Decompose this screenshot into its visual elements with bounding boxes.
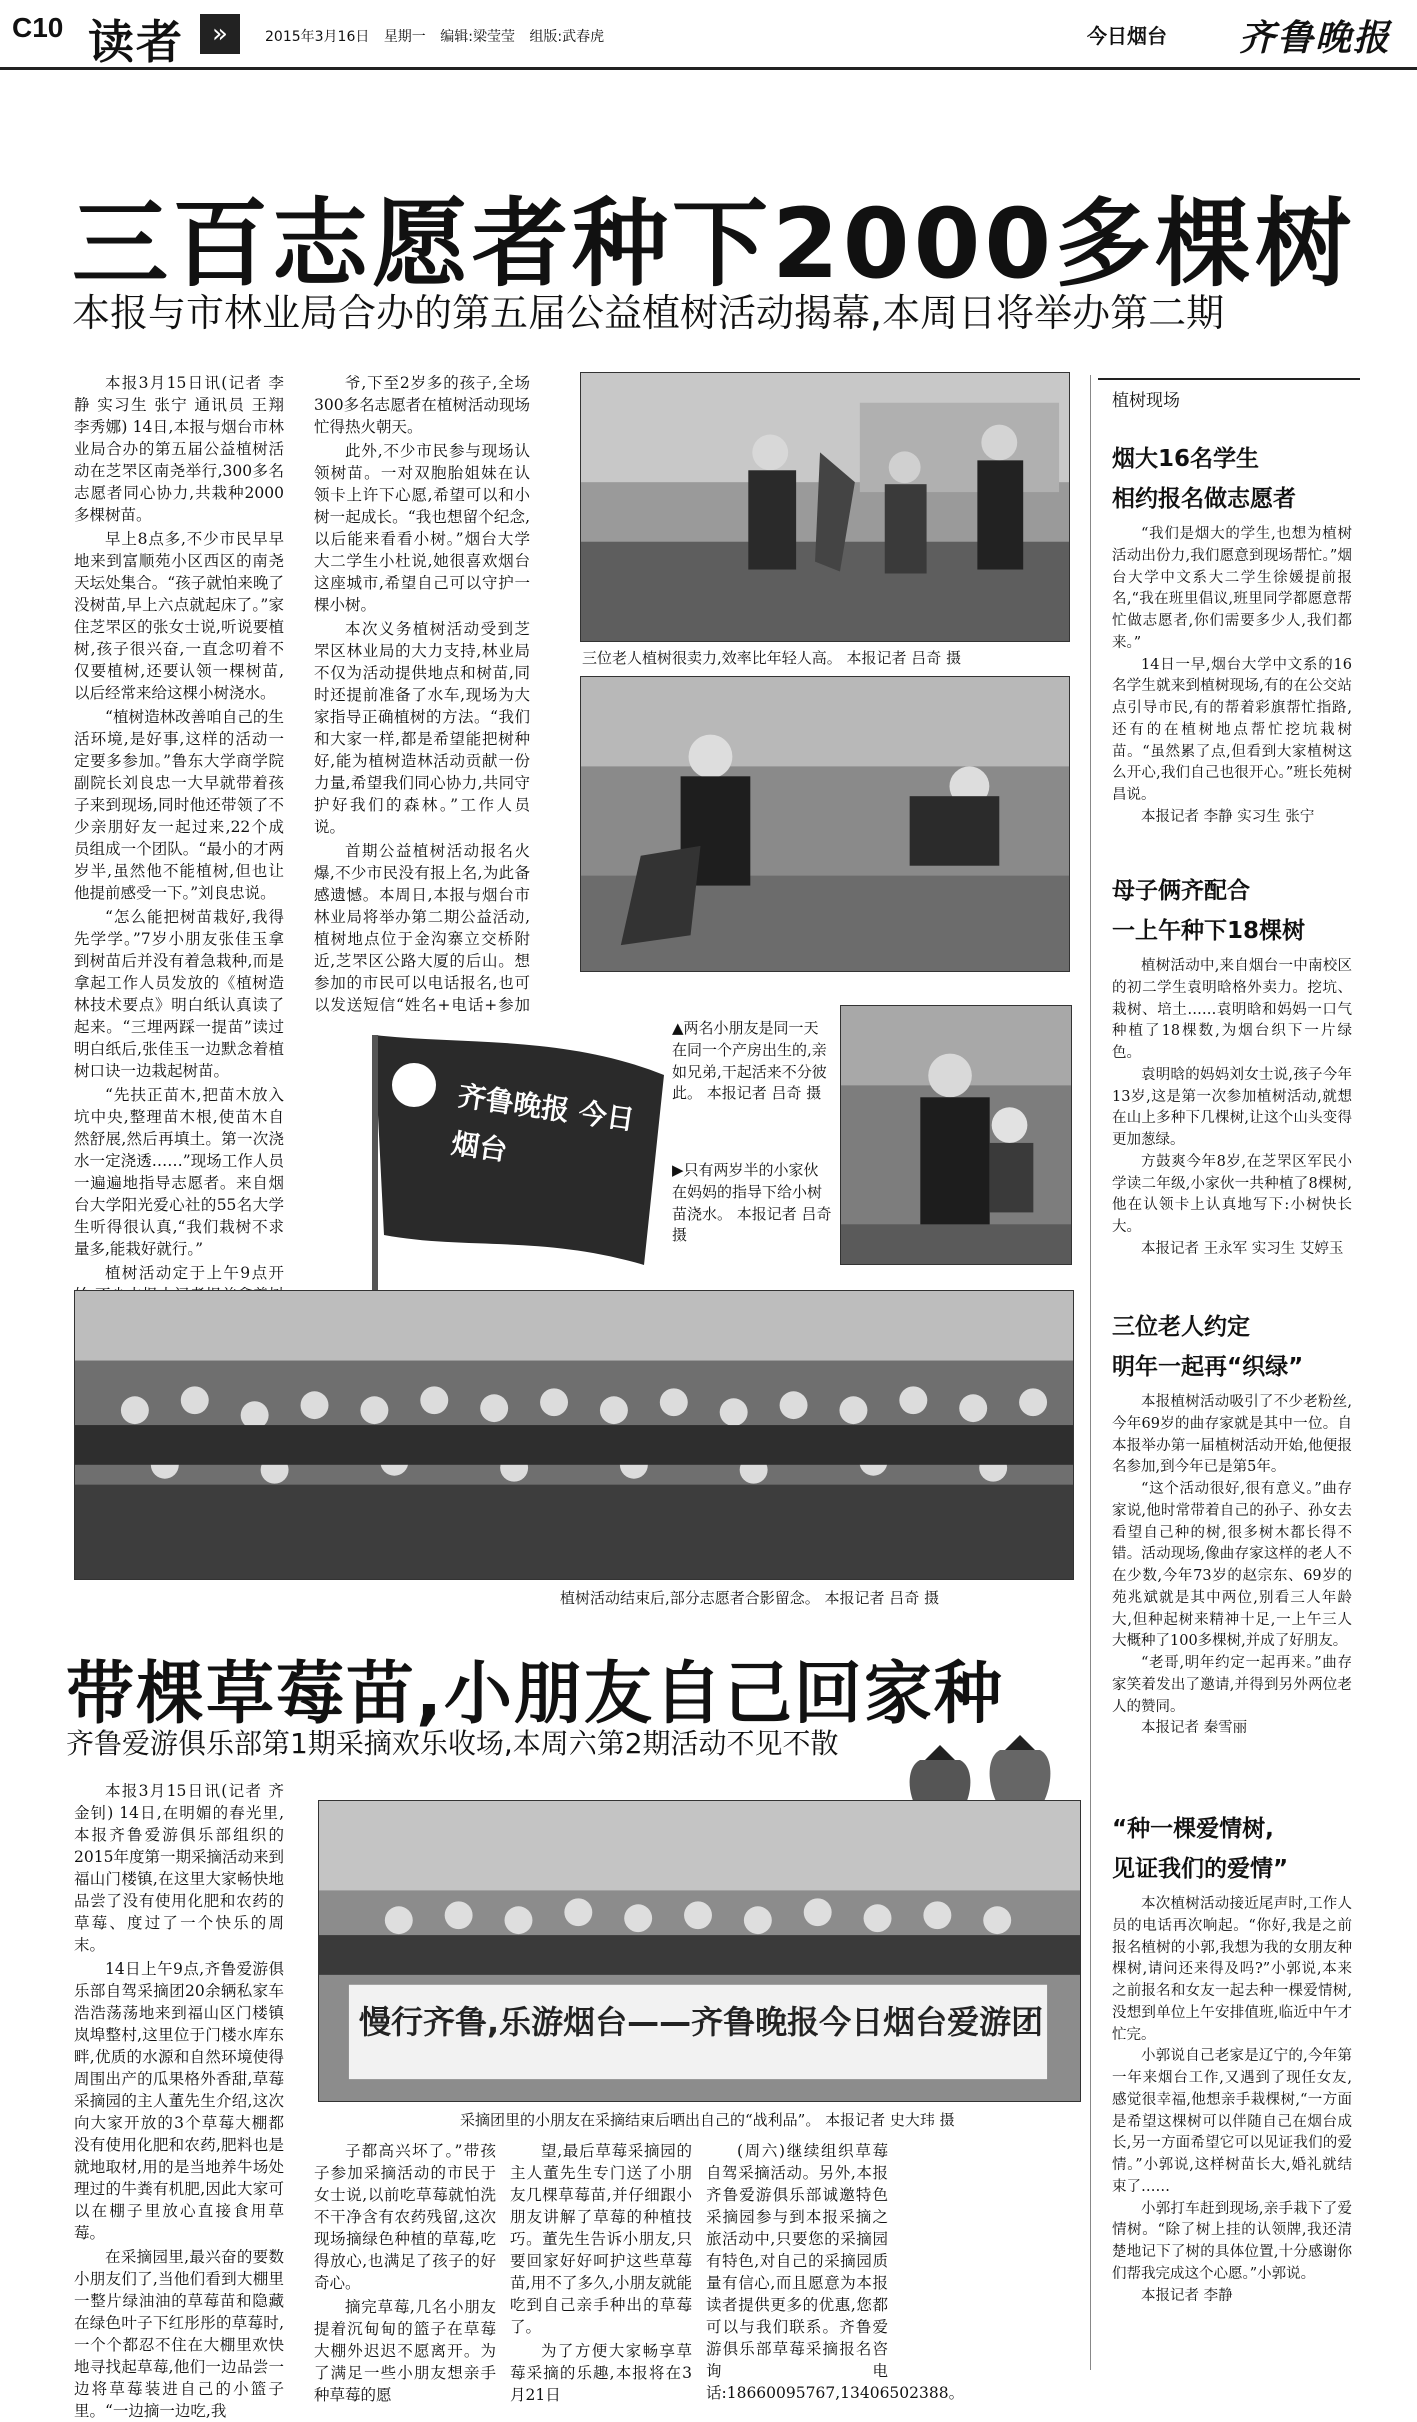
column-divider: [1090, 375, 1091, 2370]
sidebar-item-title: 烟大16名学生: [1112, 446, 1260, 472]
paragraph: 14日上午9点,齐鲁爱游俱乐部自驾采摘团20余辆私家车浩浩荡荡地来到福山区门楼镇岚埠整村,这里位于门楼水库东畔,优质的水源和自然环境使得周围出产的瓜果格外香甜,草莓采摘园的主人董先生介绍,这次向大家开放的3个草莓大棚都没有使用化肥和农药,肥料也是就地取材,用的是当地养牛场处理过的牛粪有机肥,因此大家可以在棚子里放心直接食用草莓。: [74, 1960, 284, 2242]
photo-elderly-planters: [580, 372, 1070, 642]
sidebar-item-title: “种一棵爱情树,: [1112, 1816, 1274, 1842]
paragraph: 摘完草莓,几名小朋友提着沉甸甸的篮子在草莓大棚外迟迟不愿离开。为了满足一些小朋友想亲手种草莓的愿: [314, 2298, 496, 2404]
flag-text: 齐鲁晚报 今日烟台: [449, 1079, 637, 1167]
page-number: C10: [12, 12, 64, 43]
story1-column-1: [74, 372, 284, 1332]
byline: 本报记者 李静 实习生 张宁: [1141, 808, 1315, 825]
paragraph: 爷,下至2岁多的孩子,全场300多名志愿者在植树活动现场忙得热火朝天。: [314, 374, 530, 436]
photo-caption: 植树活动结束后,部分志愿者合影留念。 本报记者 吕奇 摄: [560, 1589, 940, 1607]
story2-column-4: [706, 2140, 965, 2402]
masthead-logo: 齐鲁晚报: [1238, 17, 1391, 59]
sidebar-item-body: [1112, 956, 1352, 1276]
byline: 本报记者 秦雪丽: [1141, 1720, 1248, 1737]
paragraph: (周六)继续组织草莓自驾采摘活动。另外,本报齐鲁爱游俱乐部诚邀特色采摘园参与到本报采摘之旅活动中,只要您的采摘园有特色,对自己的采摘园质量有信心,而且愿意为本报读者提供更多的优惠,您都可以与我们联系。齐鲁爱游俱乐部草莓采摘报名咨询电话:18660095767,13406502388。: [706, 2142, 965, 2402]
paragraph: 14日一早,烟台大学中文系的16名学生就来到植树现场,有的在公交站点引导市民,有的帮着彩旗帮忙指路,还有的在植树地点帮忙挖坑栽树苗。“虽然累了点,但看到大家植树这么开心,我们自己也很开心。”班长苑树昌说。: [1112, 656, 1352, 803]
photo-image: [581, 677, 1069, 971]
issue-weekday: 星期一: [383, 29, 426, 45]
sidebar-item-body: [1112, 1392, 1352, 1792]
paragraph: 袁明晗的妈妈刘女士说,孩子今年13岁,这是第一次参加植树活动,就想在山上多种下几棵树,让这个山头变得更加葱绿。: [1112, 1066, 1352, 1148]
paragraph: 本次植树活动接近尾声时,工作人员的电话再次响起。“你好,我是之前报名植树的小郭,我想为我的女朋友种棵树,请问还来得及吗?”小郭说,本来之前报名和女友一起去种一棵爱情树,没想到单位上午安排值班,临近中午才忙完。: [1112, 1896, 1352, 2043]
issue-editor: 编辑:梁莹莹: [440, 29, 515, 45]
story2-headline: 带棵草莓苗,小朋友自己回家种: [66, 1655, 1004, 1734]
byline: 本报记者 李静: [1141, 2287, 1233, 2304]
paragraph: 植树活动定于上午9点开: [105, 1264, 284, 1282]
paragraph: 在采摘园里,最兴奋的要数小朋友们了,当他们看到大棚里一整片绿油油的草莓苗和隐藏在绿色叶子下红彤彤的草莓时,一个个都忍不住在大棚里欢快地寻找起草莓,他们一边品尝一边将草莓装进自己的小篮子里。“一边摘一边吃,我: [74, 2248, 284, 2420]
photo-group: [74, 1290, 1074, 1580]
sidebar-rule: [1098, 378, 1360, 380]
story1-column-2: [314, 372, 530, 1012]
issue-layout: 组版:武春虎: [529, 29, 605, 45]
photo-strawberry-picking: [318, 1800, 1081, 2102]
paragraph: 为了方便大家畅享草莓采摘的乐趣,本报将在3月21日: [510, 2342, 692, 2404]
page-header: [0, 0, 1417, 70]
paragraph: 方鼓爽今年8岁,在芝罘区军民小学读二年级,小家伙一共种植了8棵树,他在认领卡上认真地写下:小树快长大。: [1112, 1153, 1352, 1235]
paragraph: 小郭打车赶到现场,亲手栽下了爱情树。“除了树上挂的认领牌,我还清楚地记下了树的具体位置,十分感谢你们帮我完成这个心愿。”小郭说。: [1112, 2200, 1352, 2282]
paragraph: 本报3月15日讯(记者 齐金钊) 14日,在明媚的春光里,本报齐鲁爱游俱乐部组织的2015年度第一期采摘活动来到福山门楼镇,在这里大家畅快地品尝了没有使用化肥和农药的草莓、度过了一个快乐的周末。: [74, 1782, 284, 1954]
banner-text: 慢行齐鲁,乐游烟台——齐鲁晚报今日烟台爱游团: [359, 2003, 1044, 2041]
paragraph: 本次义务植树活动受到芝罘区林业局的大力支持,林业局不仅为活动提供地点和树苗,同时还提前准备了水车,现场为大家指导正确植树的方法。“我们和大家一样,都是希望能把树种好,能为植树造林活动贡献一份力量,希望我们同心协力,共同守护好我们的森林。”工作人员说。: [314, 620, 530, 836]
photo-caption: 三位老人植树很卖力,效率比年轻人高。 本报记者 吕奇 摄: [582, 649, 962, 667]
sidebar-item-title: 相约报名做志愿者: [1112, 486, 1296, 512]
paragraph: 本报植树活动吸引了不少老粉丝,今年69岁的曲存家就是其中一位。自本报举办第一届植树活动开始,他便报名参加,到今年已是第5年。: [1112, 1394, 1352, 1476]
sidebar-item-title: 母子俩齐配合: [1112, 878, 1250, 904]
edition-name: 今日烟台: [1087, 24, 1167, 48]
story2-column-2: [314, 2140, 496, 2404]
paragraph: “这个活动很好,很有意义。”曲存家说,他时常带着自己的孙子、孙女去看望自己种的树,很多树木都长得不错。活动现场,像曲存家这样的老人不在少数,今年73岁的赵宗东、69岁的苑兆斌就是其中两位,别看三人年龄大,但种起树来精神十足,一上午三人大概种了100多棵树,并成了好朋友。: [1112, 1481, 1352, 1650]
paragraph: 小郭说自己老家是辽宁的,今年第一年来烟台工作,又遇到了现任女友,感觉很幸福,他想亲手栽棵树,“一方面是希望这棵树可以伴随自己在烟台成长,另一方面希望它可以见证我们的爱情。”小郭说,这样树苗长大,婚礼就结束了……: [1112, 2048, 1352, 2195]
photo-mother-child: [840, 1005, 1072, 1265]
sidebar-item-title: 见证我们的爱情”: [1112, 1856, 1289, 1882]
sidebar-item-title: 一上午种下18棵树: [1112, 918, 1306, 944]
byline: 本报记者 王永军 实习生 艾婷玉: [1141, 1240, 1344, 1257]
paragraph: 首期公益植树活动报名火爆,不少市民没有报上名,为此备感遗憾。本周日,本报与烟台市林业局将举办第二期公益活动,植树地点位于金沟寨立交桥附近,芝罘区公路大厦的后山。想参加的市民可以电话报名,也可以发送短信“姓名+电话+参加: [314, 842, 530, 1014]
story1-subhead: 本报与市林业局合办的第五届公益植树活动揭幕,本周日将举办第二期: [72, 291, 1225, 335]
story1-headline: 三百志愿者种下2000多棵树: [72, 188, 1356, 300]
sidebar-item-body: [1112, 524, 1352, 854]
section-title: 读者: [88, 15, 184, 69]
paragraph: 早上8点多,不少市民早早地来到富顺苑小区西区的南尧天坛处集合。“孩子就怕来晚了没树苗,早上六点就起床了。”家住芝罘区的张女士说,听说要植树,孩子很兴奋,一直念叨着不仅要植树,还要认领一棵树苗,以后经常来给这棵小树浇水。: [74, 530, 284, 702]
paragraph: “先扶正苗木,把苗木放入坑中央,整理苗木根,使苗木自然舒展,然后再填土。第一次浇水一定浇透……”现场工作人员一遍遍地指导志愿者。来自烟台大学阳光爱心社的55名大学生听得很认真,“我们栽树不求量多,能栽好就行。”: [74, 1086, 284, 1258]
paragraph: 本报3月15日讯(记者 李静 实习生 张宁 通讯员 王翔 李秀娜) 14日,本报与烟台市林业局合办的第五届公益植树活动在芝罘区南尧举行,300多名志愿者同心协力,共栽种2000多棵树苗。: [74, 374, 284, 524]
paragraph: “植树造林改善咱自己的生活环境,是好事,这样的活动一定要多参加。”鲁东大学商学院副院长刘良忠一大早就带着孩子来到现场,同时他还带领了不少亲朋好友一起过来,22个成员组成一个团队。“最小的才两岁半,虽然他不能植树,但也让他提前感受一下。”刘良忠说。: [74, 708, 284, 902]
paragraph: 望,最后草莓采摘园的主人董先生专门送了小朋友几棵草莓苗,并仔细跟小朋友讲解了草莓的种植技巧。董先生告诉小朋友,只要回家好好呵护这些草莓苗,用不了多久,小朋友就能吃到自己亲手种出的草莓了。: [510, 2142, 692, 2336]
paragraph: “老哥,明年约定一起再来。”曲存家笑着发出了邀请,并得到另外两位老人的赞同。: [1112, 1655, 1352, 1715]
issue-date: 2015年3月16日: [265, 29, 370, 45]
photo-image: [319, 1801, 1080, 2101]
photo-caption: ▶只有两岁半的小家伙在妈妈的指导下给小树苗浇水。 本报记者 吕奇 摄: [672, 1161, 832, 1245]
photo-image: [841, 1006, 1071, 1264]
photo-caption: 采摘团里的小朋友在采摘结束后晒出自己的“战利品”。 本报记者 史大玮 摄: [460, 2111, 955, 2129]
sidebar-item-title: 明年一起再“织绿”: [1112, 1354, 1304, 1380]
chevron-right-icon: »: [200, 14, 240, 54]
photo-kids-digging: [580, 676, 1070, 972]
issue-meta: [265, 26, 604, 46]
paragraph: 植树活动中,来自烟台一中南校区的初二学生袁明晗格外卖力。挖坑、栽树、培土……袁明晗和妈妈一口气种植了18棵数,为烟台织下一片绿色。: [1112, 958, 1352, 1061]
paragraph: 此外,不少市民参与现场认领树苗。一对双胞胎姐妹在认领卡上许下心愿,希望可以和小树一起成长。“我也想留个纪念,以后能来看看小树。”烟台大学大二学生小杜说,她很喜欢烟台这座城市,希望自己可以守护一棵小树。: [314, 442, 530, 614]
photo-image: [75, 1291, 1073, 1579]
photo-caption: ▲两名小朋友是同一天在同一个产房出生的,亲如兄弟,干起活来不分彼此。 本报记者 吕奇 摄: [672, 1019, 827, 1103]
paragraph: 子都高兴坏了。”带孩子参加采摘活动的市民于女士说,以前吃草莓就怕洗不干净含有农药残留,这次现场摘绿色种植的草莓,吃得放心,也满足了孩子的好奇心。: [314, 2142, 496, 2292]
sidebar-tag: 植树现场: [1112, 391, 1180, 411]
story2-column-1: [74, 1780, 284, 2420]
photo-image: [581, 373, 1069, 641]
paragraph: “怎么能把树苗栽好,我得先学学。”7岁小朋友张佳玉拿到树苗后并没有着急栽种,而是拿起工作人员发放的《植树造林技术要点》明白纸认真读了起来。“三埋两踩一提苗”读过明白纸后,张佳玉一边默念着植树口诀一边栽起树苗。: [74, 908, 284, 1080]
paragraph: “我们是烟大的学生,也想为植树活动出份力,我们愿意到现场帮忙。”烟台大学中文系大二学生徐媛提前报名,“我在班里倡议,班里同学都愿意帮忙做志愿者,你们需要多少人,我们都来。”: [1112, 526, 1352, 651]
story2-subhead: 齐鲁爱游俱乐部第1期采摘欢乐收场,本周六第2期活动不见不散: [66, 1727, 839, 1760]
sidebar-item-body: [1112, 1894, 1352, 2374]
sidebar-item-title: 三位老人约定: [1112, 1314, 1250, 1340]
story2-column-3: [510, 2140, 692, 2404]
